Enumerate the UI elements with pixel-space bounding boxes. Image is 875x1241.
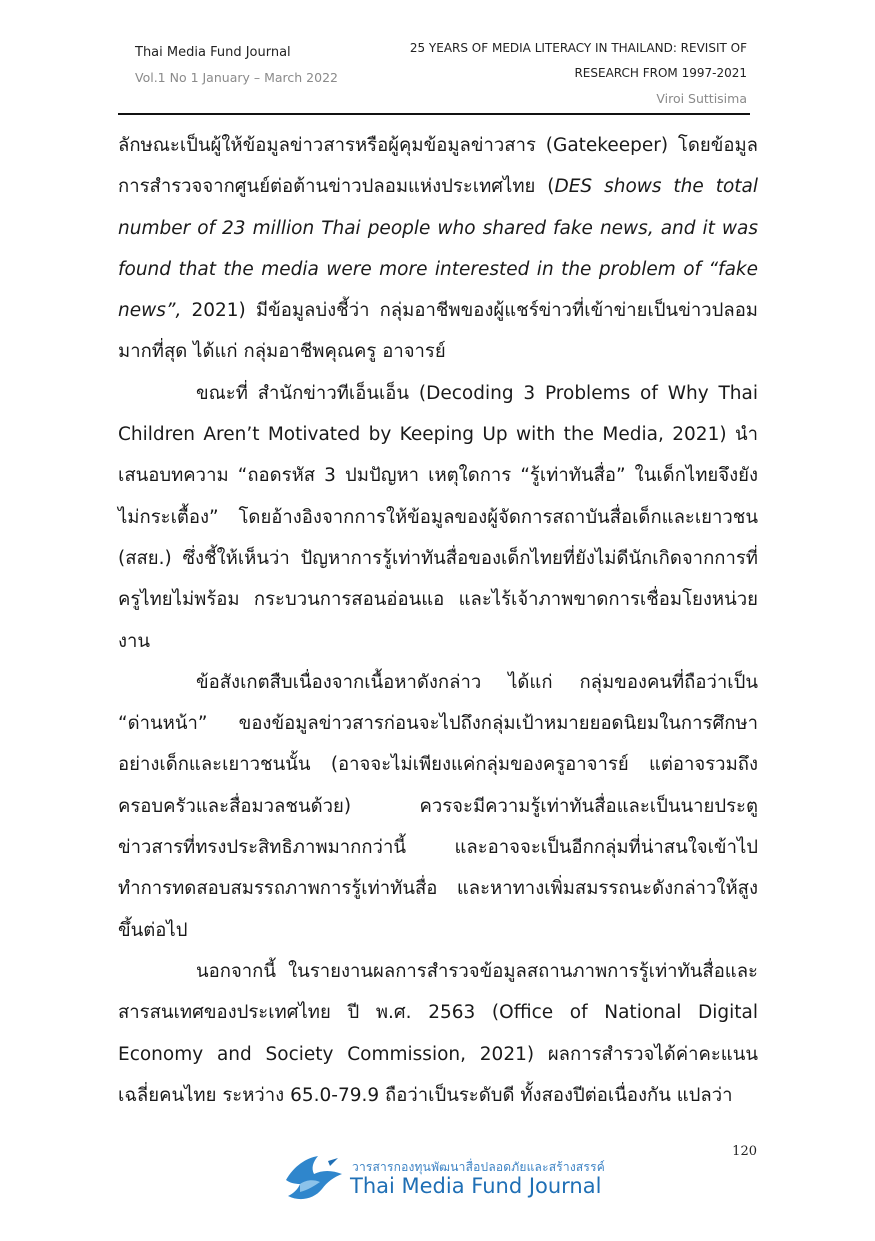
paragraph-2: ขณะที่ สำนักข่าวทีเอ็นเอ็น (Decoding 3 Problems of Why Thai Children Aren’t Motivated by Keeping Up with the Media, 2021) นำเสนอบทความ “ถอดรหัส 3 ปมปัญหา เหตุใดการ “รู้เท่าทันสื่อ” ในเด็กไทยจึงยังไม่กระเตื้อง” โดยอ้างอิงจากการให้ข้อมูลของผู้จัดการสถาบันสื่อเด็กและเยาวชน (สสย.) ซึ่งชี้ให้เห็นว่า ปัญหาการรู้เท่าทันสื่อของเด็กไทยที่ยังไม่ดีนักเกิดจากการที่ครูไทยไม่พร้อม กระบวนการสอนอ่อนแอ และไร้เจ้าภาพขาดการเชื่อมโยงหน่วยงาน [118, 382, 758, 652]
article-title-line-2: RESEARCH FROM 1997-2021 [574, 66, 747, 80]
bird-icon [280, 1146, 348, 1206]
article-title-line-1: 25 YEARS OF MEDIA LITERACY IN THAILAND: REVISIT OF [409, 41, 747, 55]
logo-thai-text: วารสารกองทุนพัฒนาสื่อปลอดภัยและสร้างสรรค์ [352, 1160, 605, 1174]
article-body [118, 125, 758, 1116]
paragraph-1-text-a: ลักษณะเป็นผู้ให้ข้อมูลข่าวสารหรือผู้คุมข้อมูลข่าวสาร (Gatekeeper) โดยข้อมูลการสำรวจจากศูนย์ต่อต้านข่าวปลอมแห่งประเทศไทย ( [118, 135, 758, 198]
journal-logo [280, 1146, 605, 1206]
issue-info: Vol.1 No 1 January – March 2022 [135, 70, 338, 85]
journal-name: Thai Media Fund Journal [135, 45, 291, 60]
header-divider [118, 113, 750, 115]
paragraph-1 [118, 125, 758, 373]
paragraph-4: นอกจากนี้ ในรายงานผลการสำรวจข้อมูลสถานภาพการรู้เท่าทันสื่อและสารสนเทศของประเทศไทย ปี พ.ศ. 2563 (Office of National Digital Economy and Society Commission, 2021) ผลการสำรวจได้ค่าคะแนนเฉลี่ยคนไทย ระหว่าง 65.0-79.9 ถือว่าเป็นระดับดี ทั้งสองปีต่อเนื่องกัน แปลว่า [118, 960, 758, 1106]
logo-english-text: Thai Media Fund Journal [350, 1174, 602, 1198]
running-header-left [135, 40, 338, 90]
running-header-right [410, 36, 747, 111]
paragraph-1-citation: DES shows the total number of 23 million Thai people who shared fake news, and it was found that the media were more interested in the problem of “fake news”, [118, 176, 758, 322]
paragraph-3: ข้อสังเกตสืบเนื่องจากเนื้อหาดังกล่าว ได้แก่ กลุ่มของคนที่ถือว่าเป็น “ด่านหน้า” ของข้อมูลข่าวสารก่อนจะไปถึงกลุ่มเป้าหมายยอดนิยมในการศึกษาอย่างเด็กและเยาวชนนั้น (อาจจะไม่เพียงแค่กลุ่มของครูอาจารย์ แต่อาจรวมถึงครอบครัวและสื่อมวลชนด้วย) ควรจะมีความรู้เท่าทันสื่อและเป็นนายประตูข่าวสารที่ทรงประสิทธิภาพมากกว่านี้ และอาจจะเป็นอีกกลุ่มที่น่าสนใจเข้าไปทำการทดสอบสมรรถภาพการรู้เท่าทันสื่อ และหาทางเพิ่มสมรรถนะดังกล่าวให้สูงขึ้นต่อไป [118, 671, 758, 941]
page-number: 120 [732, 1144, 757, 1159]
author-name: Viroi Suttisima [656, 91, 747, 106]
paragraph-1-text-b: 2021) มีข้อมูลบ่งชี้ว่า กลุ่มอาชีพของผู้แชร์ข่าวที่เข้าข่ายเป็นข่าวปลอมมากที่สุด ได้แก่ กลุ่มอาชีพคุณครู อาจารย์ [118, 300, 758, 363]
